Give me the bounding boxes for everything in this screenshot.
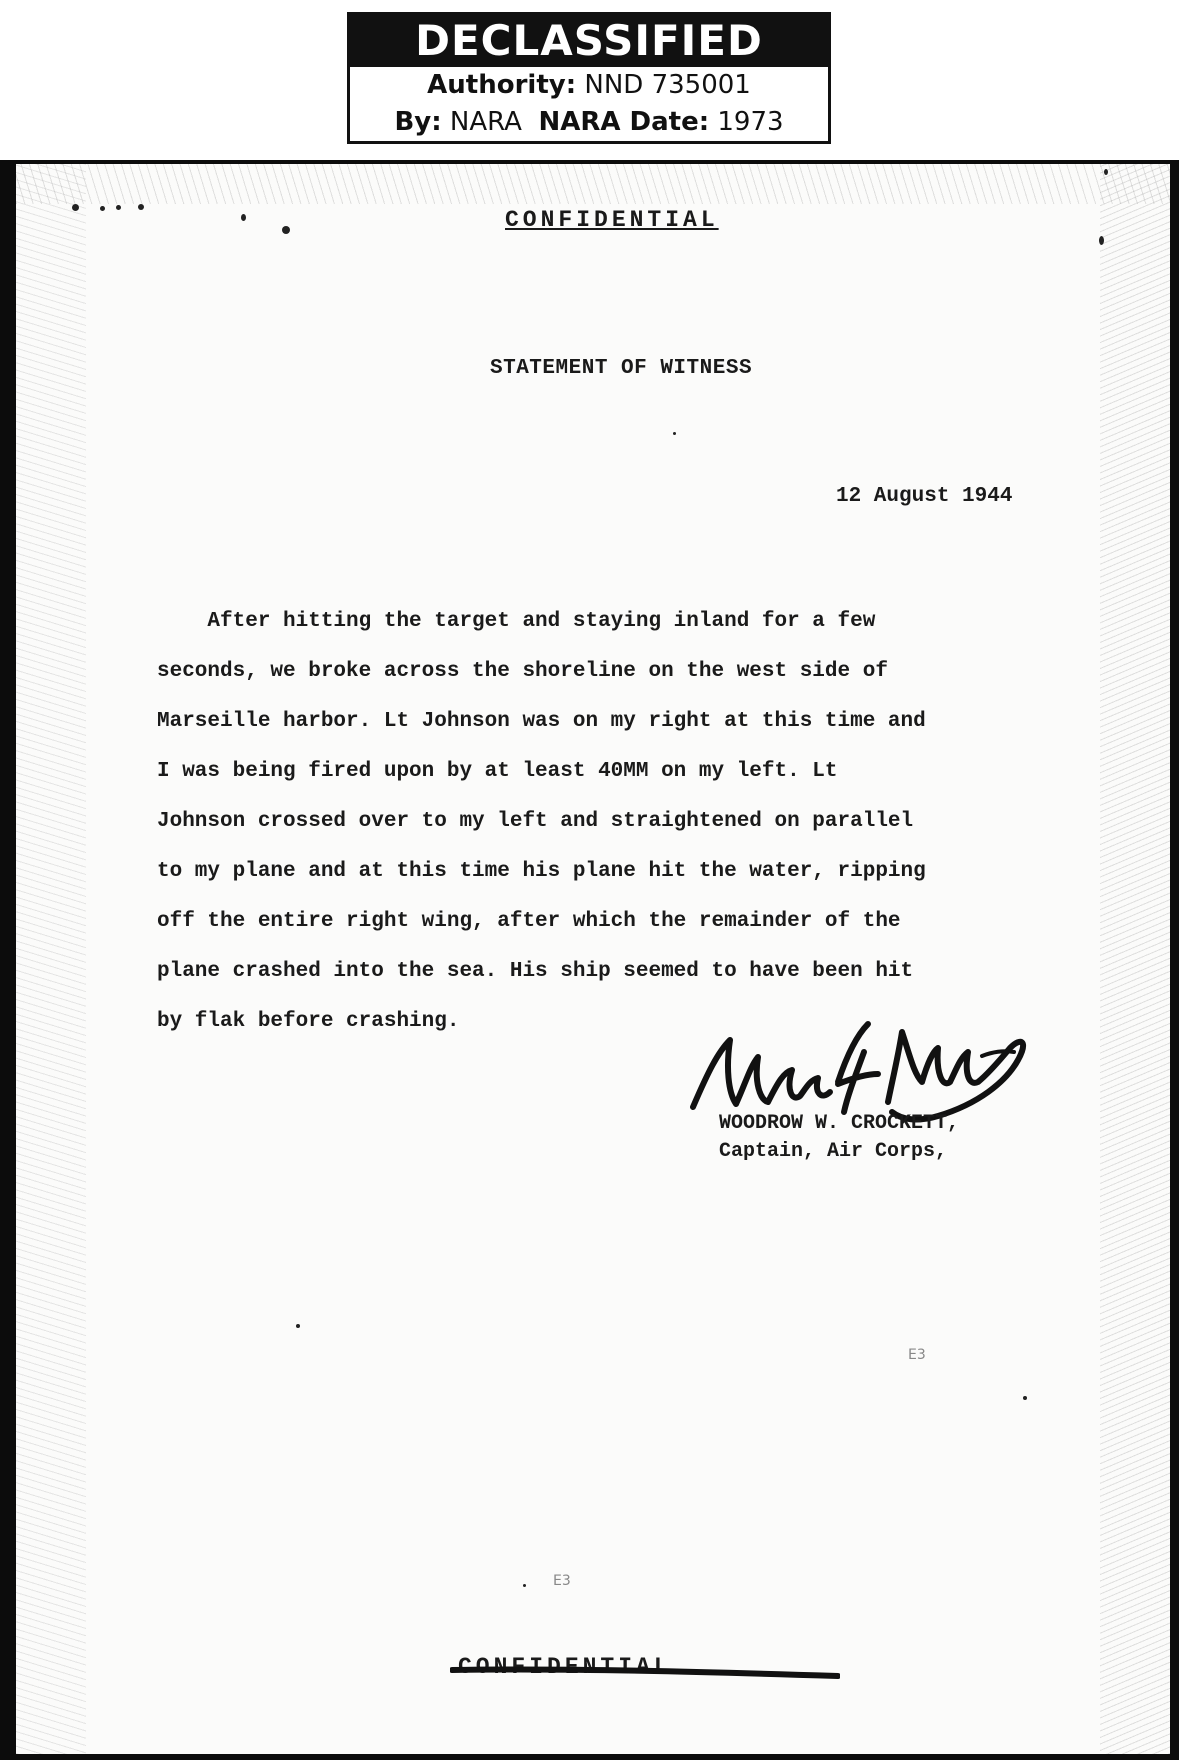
stamp-authority-line	[350, 67, 828, 104]
statement-line: Marseille harbor. Lt Johnson was on my right at this time and	[157, 710, 926, 733]
scan-speck	[116, 205, 121, 210]
document-page	[16, 164, 1170, 1754]
statement-line: Johnson crossed over to my left and straightened on parallel	[157, 810, 914, 833]
statement-line: off the entire right wing, after which the remainder of the	[157, 910, 901, 933]
scan-speck	[241, 214, 246, 221]
scan-speck	[523, 1584, 526, 1587]
document-date: 12 August 1944	[836, 485, 1013, 508]
document-title: STATEMENT OF WITNESS	[490, 357, 753, 380]
stamp-date-label: NARA Date:	[538, 107, 710, 137]
strikethrough-line	[450, 1664, 840, 1680]
classification-footer: CONFIDENTIAL	[458, 1654, 672, 1680]
scan-speck	[100, 206, 105, 211]
stamp-date-value: 1973	[717, 107, 784, 137]
stamp-authority-label: Authority:	[427, 70, 577, 100]
scan-noise-top	[16, 164, 1170, 204]
page-mark: E3	[553, 1573, 571, 1589]
scan-speck	[72, 204, 79, 211]
page-mark: E3	[908, 1347, 926, 1363]
scan-noise-right	[1100, 164, 1170, 1754]
signer-rank: Captain, Air Corps,	[719, 1140, 948, 1163]
classification-header: CONFIDENTIAL	[505, 207, 719, 233]
stamp-heading: DECLASSIFIED	[350, 15, 828, 67]
scan-speck	[1023, 1396, 1027, 1400]
stamp-by-line	[350, 104, 828, 141]
statement-line: by flak before crashing.	[157, 1010, 460, 1033]
statement-line: seconds, we broke across the shoreline on the west side of	[157, 660, 888, 683]
scan-speck	[138, 204, 144, 210]
stamp-by-value: NARA	[449, 107, 522, 137]
scan-speck	[282, 226, 290, 234]
declassified-stamp	[347, 12, 831, 144]
signer-name: WOODROW W. CROCKETT,	[719, 1112, 960, 1135]
scan-speck	[1104, 169, 1108, 175]
statement-line: I was being fired upon by at least 40MM on my left. Lt	[157, 760, 838, 783]
stamp-authority-value: NND 735001	[584, 70, 751, 100]
scan-speck	[296, 1324, 300, 1328]
statement-line: to my plane and at this time his plane hit the water, ripping	[157, 860, 926, 883]
stamp-by-label: By:	[394, 107, 442, 137]
scan-speck	[1099, 236, 1104, 245]
scan-noise-left	[16, 164, 86, 1754]
statement-line: After hitting the target and staying inland for a few	[157, 610, 876, 633]
statement-line: plane crashed into the sea. His ship seemed to have been hit	[157, 960, 914, 983]
scan-speck	[673, 432, 676, 435]
